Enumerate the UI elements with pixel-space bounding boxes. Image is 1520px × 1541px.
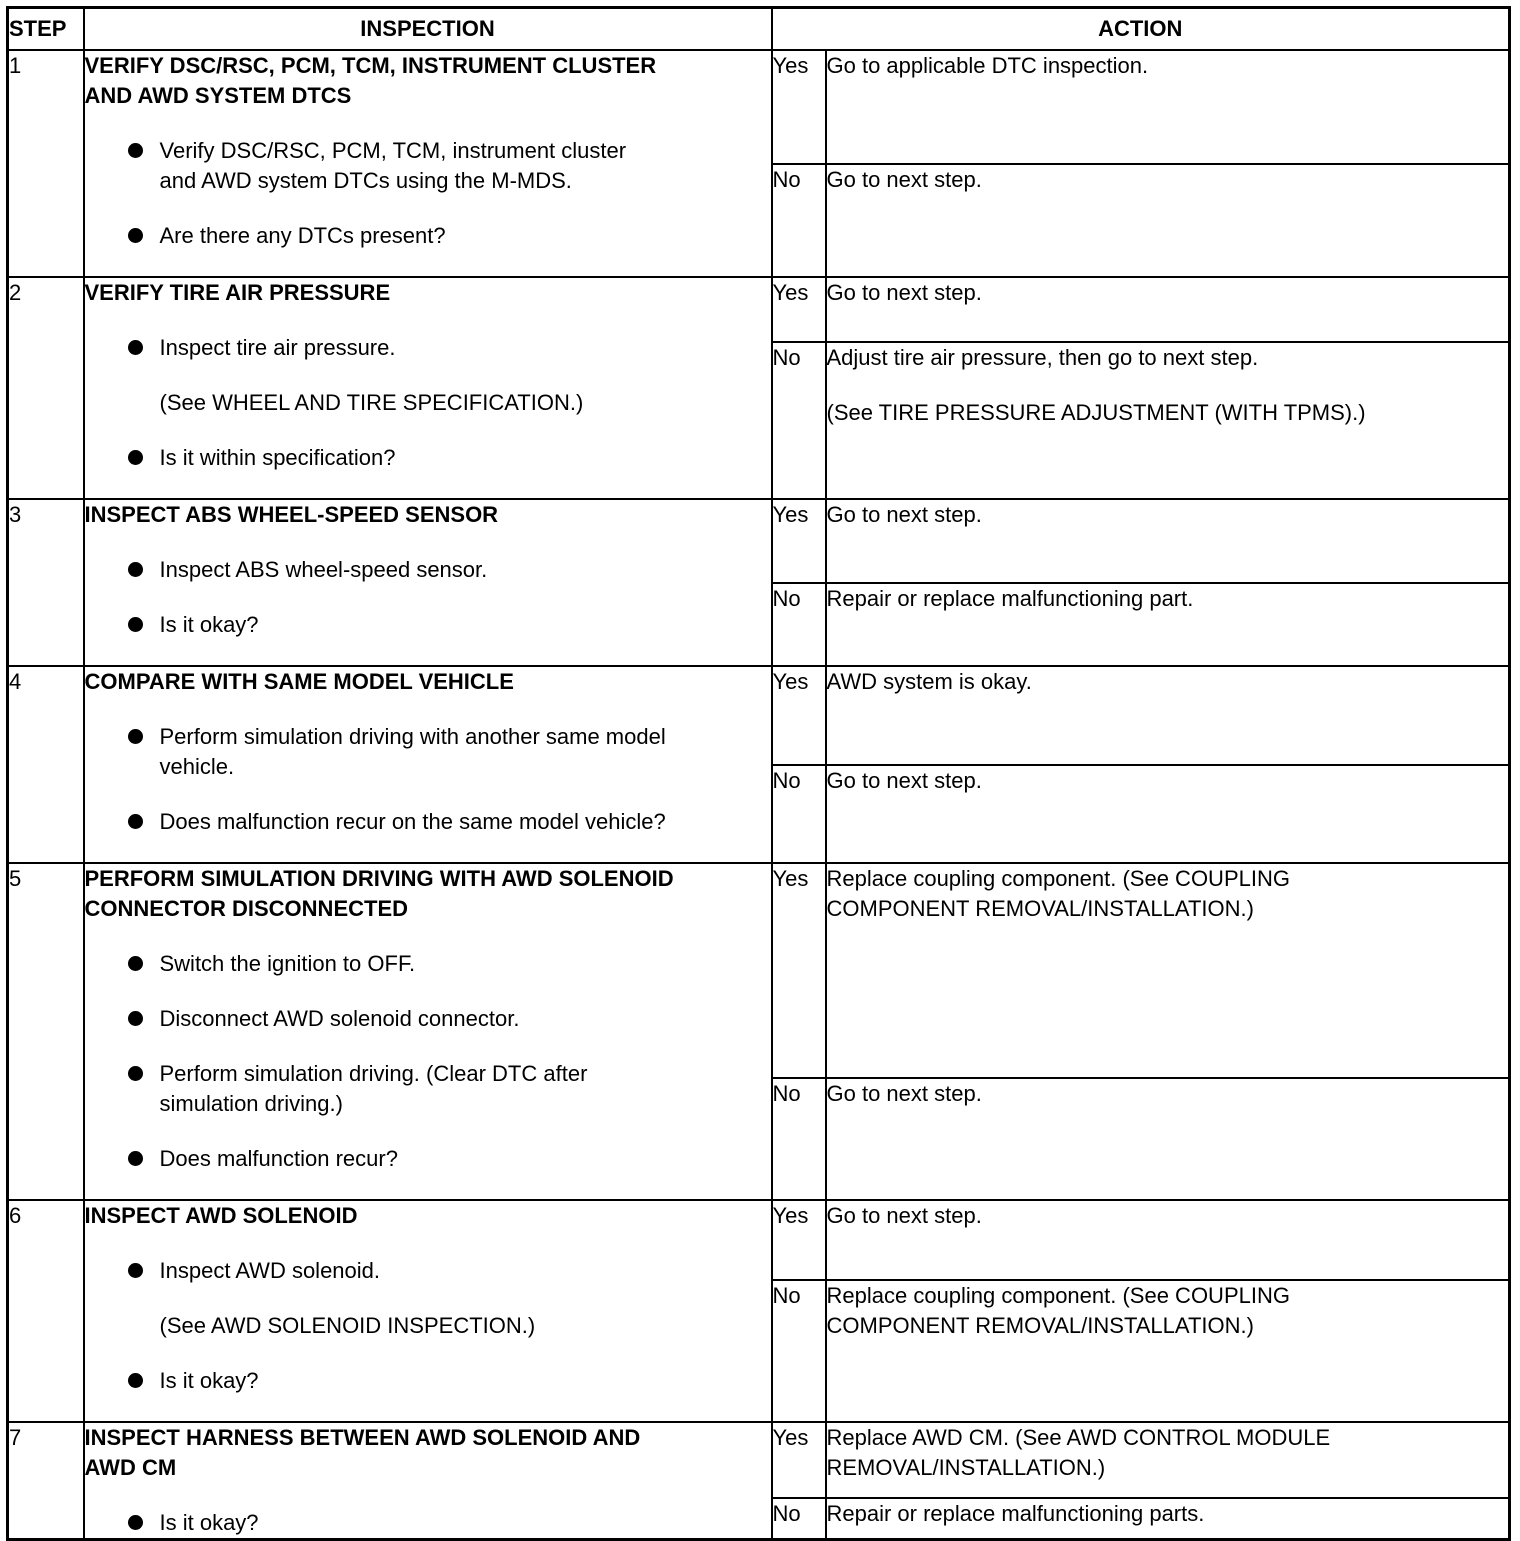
no-action: Go to next step. xyxy=(826,1078,1510,1200)
list-item: Perform simulation driving. (Clear DTC after simulation driving.) xyxy=(85,1059,771,1119)
step-title: VERIFY TIRE AIR PRESSURE xyxy=(84,280,391,305)
step-number: 5 xyxy=(8,863,84,1200)
no-action: Repair or replace malfunctioning part. xyxy=(826,583,1510,667)
no-label: No xyxy=(772,164,826,278)
yes-label: Yes xyxy=(772,863,826,1078)
no-action: Go to next step. xyxy=(826,164,1510,278)
bullet-icon xyxy=(128,1066,143,1081)
yes-label: Yes xyxy=(772,277,826,342)
step-number: 7 xyxy=(8,1422,84,1540)
header-inspection: INSPECTION xyxy=(84,8,772,51)
table-row xyxy=(8,666,1510,765)
step-number: 6 xyxy=(8,1200,84,1422)
yes-label: Yes xyxy=(772,50,826,164)
bullet-list xyxy=(85,1256,771,1286)
yes-action: Replace coupling component. (See COUPLING COMPONENT REMOVAL/INSTALLATION.) xyxy=(826,863,1510,1078)
no-label: No xyxy=(772,342,826,499)
step-title: COMPARE WITH SAME MODEL VEHICLE xyxy=(84,669,514,694)
no-label: No xyxy=(772,1498,826,1539)
table-row xyxy=(8,50,1510,164)
inspection-cell xyxy=(84,277,772,499)
bullet-icon xyxy=(128,1263,143,1278)
yes-action: Go to applicable DTC inspection. xyxy=(826,50,1510,164)
no-action: Adjust tire air pressure, then go to next step. (See TIRE PRESSURE ADJUSTMENT (WITH TPMS).) xyxy=(826,342,1510,499)
no-label: No xyxy=(772,1078,826,1200)
table-row xyxy=(8,863,1510,1078)
step-number: 2 xyxy=(8,277,84,499)
yes-action: Go to next step. xyxy=(826,1200,1510,1280)
table-row xyxy=(8,277,1510,342)
inspection-cell xyxy=(84,666,772,863)
bullet-list xyxy=(85,949,771,1174)
list-item: Verify DSC/RSC, PCM, TCM, instrument cluster and AWD system DTCs using the M-MDS. xyxy=(85,136,771,196)
bullet-list xyxy=(85,722,771,837)
step-title: VERIFY DSC/RSC, PCM, TCM, INSTRUMENT CLUSTER AND AWD SYSTEM DTCS xyxy=(84,53,657,108)
bullet-icon xyxy=(128,617,143,632)
inspection-cell xyxy=(84,863,772,1200)
no-action: Replace coupling component. (See COUPLING COMPONENT REMOVAL/INSTALLATION.) xyxy=(826,1280,1510,1422)
list-item: Does malfunction recur? xyxy=(85,1144,771,1174)
list-item: Does malfunction recur on the same model vehicle? xyxy=(85,807,771,837)
header-action: ACTION xyxy=(772,8,1510,51)
step-number: 3 xyxy=(8,499,84,666)
bullet-icon xyxy=(128,956,143,971)
bullet-list xyxy=(85,1508,771,1538)
bullet-icon xyxy=(128,562,143,577)
list-item: Is it okay? xyxy=(85,1508,771,1538)
no-action: Go to next step. xyxy=(826,765,1510,864)
header-row xyxy=(8,8,1510,51)
step-number: 1 xyxy=(8,50,84,277)
step-number: 4 xyxy=(8,666,84,863)
bullet-icon xyxy=(128,228,143,243)
inspection-cell xyxy=(84,50,772,277)
step-title: INSPECT AWD SOLENOID xyxy=(84,1203,358,1228)
yes-action: Go to next step. xyxy=(826,499,1510,583)
diagnostic-procedure-table xyxy=(6,6,1511,1541)
bullet-list xyxy=(85,555,771,640)
list-item: Is it okay? xyxy=(85,610,771,640)
inspection-cell xyxy=(84,499,772,666)
no-action: Repair or replace malfunctioning parts. xyxy=(826,1498,1510,1539)
yes-action: Go to next step. xyxy=(826,277,1510,342)
no-label: No xyxy=(772,765,826,864)
inspection-cell xyxy=(84,1422,772,1540)
bullet-list xyxy=(85,136,771,251)
header-step: STEP xyxy=(8,8,84,51)
bullet-icon xyxy=(128,340,143,355)
no-label: No xyxy=(772,583,826,667)
step-title: PERFORM SIMULATION DRIVING WITH AWD SOLENOID CONNECTOR DISCONNECTED xyxy=(84,866,674,921)
bullet-icon xyxy=(128,1373,143,1388)
yes-label: Yes xyxy=(772,1200,826,1280)
step-title: INSPECT ABS WHEEL-SPEED SENSOR xyxy=(84,502,499,527)
bullet-icon xyxy=(128,1151,143,1166)
bullet-list xyxy=(85,333,771,363)
yes-action: AWD system is okay. xyxy=(826,666,1510,765)
list-item: Inspect AWD solenoid. xyxy=(85,1256,771,1286)
yes-label: Yes xyxy=(772,666,826,765)
bullet-list xyxy=(85,1366,771,1396)
bullet-icon xyxy=(128,1515,143,1530)
bullet-icon xyxy=(128,729,143,744)
bullet-icon xyxy=(128,143,143,158)
reference-note: (See AWD SOLENOID INSPECTION.) xyxy=(159,1313,536,1338)
yes-label: Yes xyxy=(772,1422,826,1498)
bullet-list xyxy=(85,443,771,473)
reference-note: (See WHEEL AND TIRE SPECIFICATION.) xyxy=(159,390,584,415)
reference-note: (See TIRE PRESSURE ADJUSTMENT (WITH TPMS).) xyxy=(826,400,1366,426)
yes-action: Replace AWD CM. (See AWD CONTROL MODULE REMOVAL/INSTALLATION.) xyxy=(826,1422,1510,1498)
bullet-icon xyxy=(128,1011,143,1026)
step-title: INSPECT HARNESS BETWEEN AWD SOLENOID AND AWD CM xyxy=(84,1425,641,1480)
table-row xyxy=(8,1200,1510,1280)
list-item: Is it within specification? xyxy=(85,443,771,473)
list-item: Disconnect AWD solenoid connector. xyxy=(85,1004,771,1034)
list-item: Perform simulation driving with another same model vehicle. xyxy=(85,722,771,782)
list-item: Is it okay? xyxy=(85,1366,771,1396)
list-item: Inspect tire air pressure. xyxy=(85,333,771,363)
table-row xyxy=(8,499,1510,583)
list-item: Inspect ABS wheel-speed sensor. xyxy=(85,555,771,585)
bullet-icon xyxy=(128,814,143,829)
bullet-icon xyxy=(128,450,143,465)
inspection-cell xyxy=(84,1200,772,1422)
list-item: Switch the ignition to OFF. xyxy=(85,949,771,979)
table-row xyxy=(8,1422,1510,1498)
list-item: Are there any DTCs present? xyxy=(85,221,771,251)
yes-label: Yes xyxy=(772,499,826,583)
no-label: No xyxy=(772,1280,826,1422)
